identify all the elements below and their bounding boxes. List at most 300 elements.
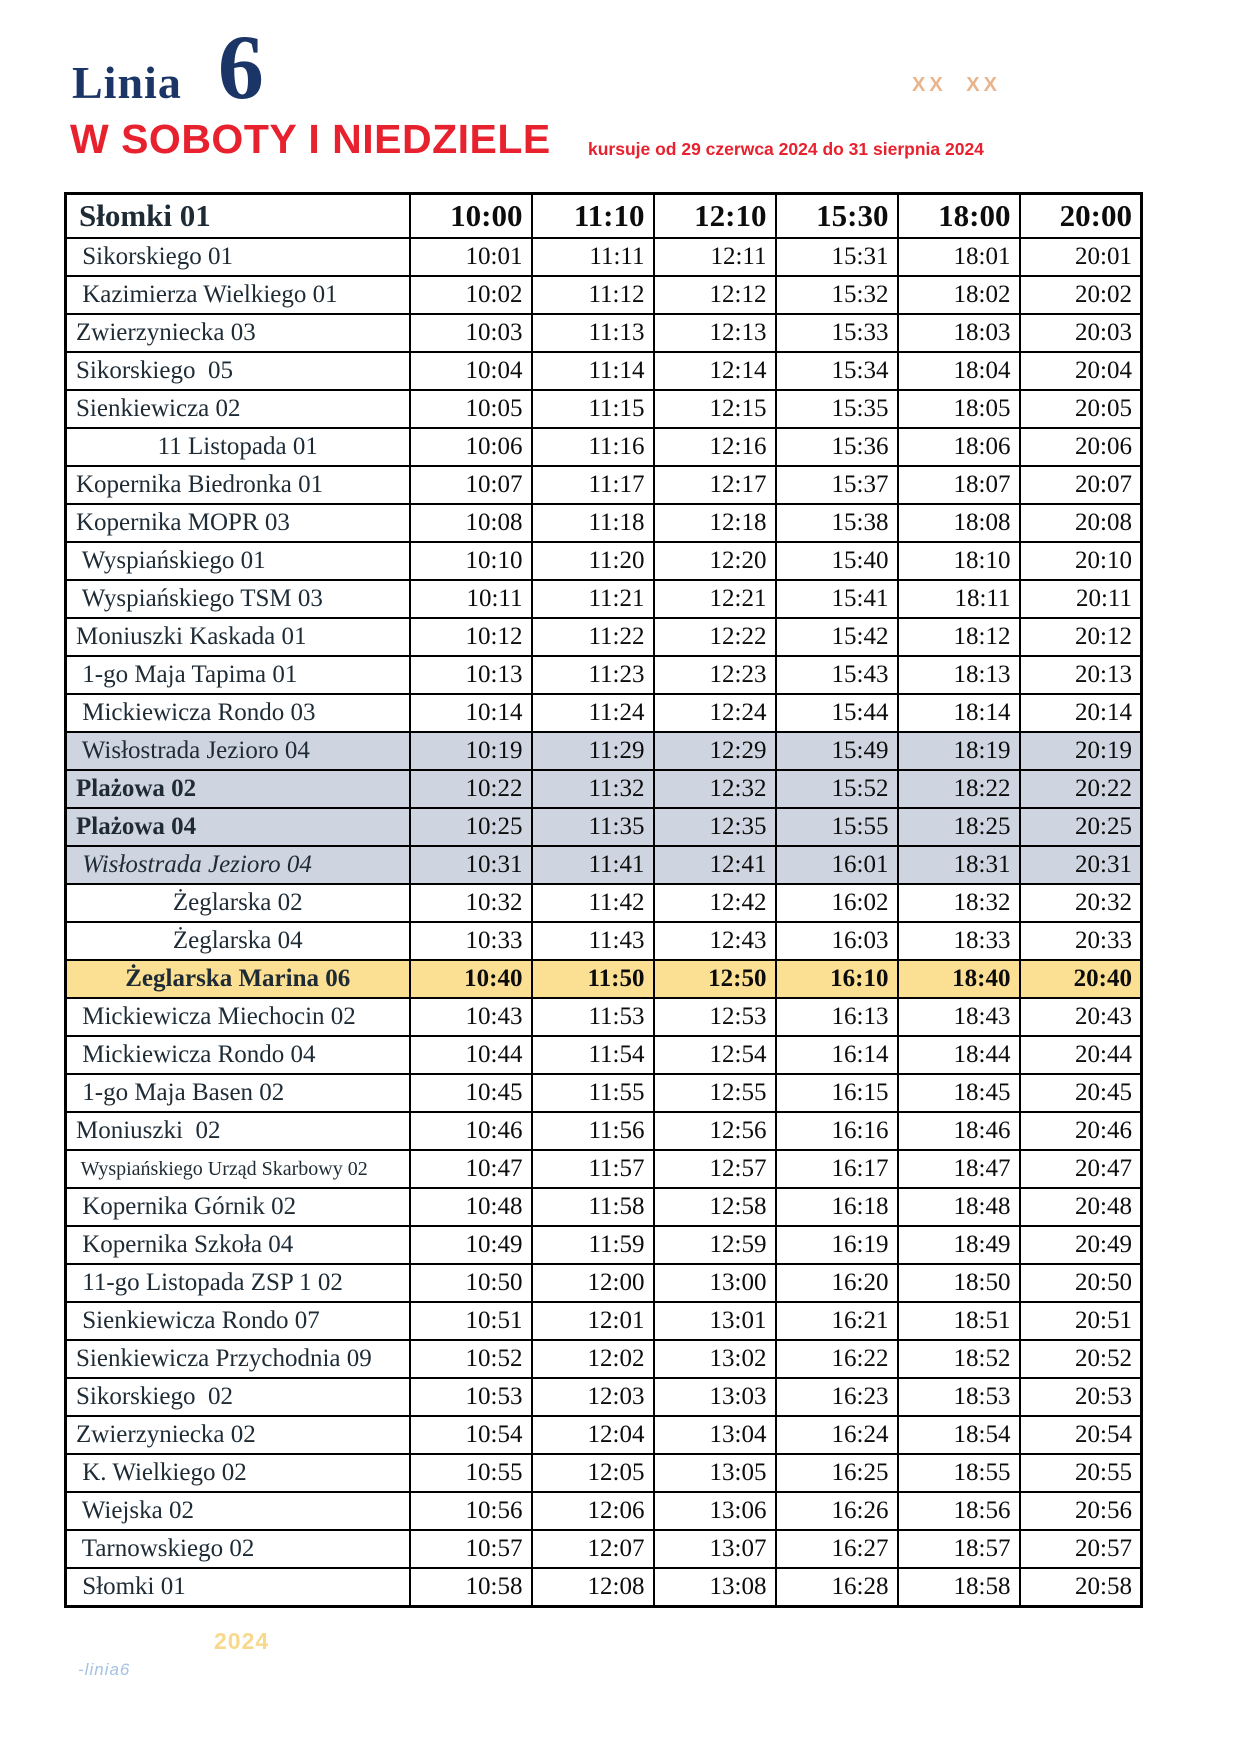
time-cell: 18:02 xyxy=(898,276,1020,314)
time-cell: 12:58 xyxy=(654,1188,776,1226)
timetable-wrapper xyxy=(64,192,1143,1608)
time-cell: 18:46 xyxy=(898,1112,1020,1150)
time-cell: 13:01 xyxy=(654,1302,776,1340)
stop-name-cell: Tarnowskiego 02 xyxy=(66,1530,410,1568)
table-row xyxy=(66,1150,1142,1188)
time-cell: 15:52 xyxy=(776,770,898,808)
table-row xyxy=(66,1112,1142,1150)
time-cell: 11:14 xyxy=(532,352,654,390)
time-cell: 20:47 xyxy=(1020,1150,1142,1188)
stop-name-cell: Moniuszki Kaskada 01 xyxy=(66,618,410,656)
time-cell: 18:51 xyxy=(898,1302,1020,1340)
time-cell: 12:14 xyxy=(654,352,776,390)
table-row xyxy=(66,314,1142,352)
time-cell: 12:57 xyxy=(654,1150,776,1188)
time-cell: 13:06 xyxy=(654,1492,776,1530)
time-cell: 20:54 xyxy=(1020,1416,1142,1454)
header-time-cell: 15:30 xyxy=(776,194,898,239)
time-cell: 10:12 xyxy=(410,618,532,656)
time-cell: 12:17 xyxy=(654,466,776,504)
table-row xyxy=(66,656,1142,694)
time-cell: 11:32 xyxy=(532,770,654,808)
table-row xyxy=(66,846,1142,884)
time-cell: 10:50 xyxy=(410,1264,532,1302)
time-cell: 12:50 xyxy=(654,960,776,998)
header-time-cell: 10:00 xyxy=(410,194,532,239)
time-cell: 11:16 xyxy=(532,428,654,466)
time-cell: 13:07 xyxy=(654,1530,776,1568)
time-cell: 11:58 xyxy=(532,1188,654,1226)
stop-name-cell: Wyspiańskiego TSM 03 xyxy=(66,580,410,618)
stop-name-cell: Słomki 01 xyxy=(66,1568,410,1607)
time-cell: 20:31 xyxy=(1020,846,1142,884)
time-cell: 18:10 xyxy=(898,542,1020,580)
time-cell: 10:32 xyxy=(410,884,532,922)
table-row xyxy=(66,1036,1142,1074)
time-cell: 15:38 xyxy=(776,504,898,542)
time-cell: 10:55 xyxy=(410,1454,532,1492)
time-cell: 11:24 xyxy=(532,694,654,732)
time-cell: 15:49 xyxy=(776,732,898,770)
time-cell: 18:11 xyxy=(898,580,1020,618)
time-cell: 13:08 xyxy=(654,1568,776,1607)
time-cell: 20:43 xyxy=(1020,998,1142,1036)
time-cell: 18:19 xyxy=(898,732,1020,770)
time-cell: 12:18 xyxy=(654,504,776,542)
table-row xyxy=(66,1226,1142,1264)
time-cell: 18:58 xyxy=(898,1568,1020,1607)
table-row xyxy=(66,542,1142,580)
timetable-body xyxy=(66,238,1142,1607)
time-cell: 16:02 xyxy=(776,884,898,922)
time-cell: 20:51 xyxy=(1020,1302,1142,1340)
time-cell: 20:55 xyxy=(1020,1454,1142,1492)
time-cell: 13:00 xyxy=(654,1264,776,1302)
time-cell: 18:53 xyxy=(898,1378,1020,1416)
time-cell: 16:24 xyxy=(776,1416,898,1454)
time-cell: 10:01 xyxy=(410,238,532,276)
time-cell: 12:20 xyxy=(654,542,776,580)
time-cell: 18:03 xyxy=(898,314,1020,352)
table-row xyxy=(66,1454,1142,1492)
time-cell: 12:54 xyxy=(654,1036,776,1074)
time-cell: 20:10 xyxy=(1020,542,1142,580)
time-cell: 20:12 xyxy=(1020,618,1142,656)
time-cell: 20:56 xyxy=(1020,1492,1142,1530)
time-cell: 20:04 xyxy=(1020,352,1142,390)
time-cell: 20:57 xyxy=(1020,1530,1142,1568)
time-cell: 18:44 xyxy=(898,1036,1020,1074)
table-row xyxy=(66,960,1142,998)
table-row xyxy=(66,770,1142,808)
time-cell: 12:06 xyxy=(532,1492,654,1530)
line-number: 6 xyxy=(217,16,264,118)
time-cell: 15:35 xyxy=(776,390,898,428)
line-brand xyxy=(72,14,264,120)
time-cell: 12:35 xyxy=(654,808,776,846)
time-cell: 20:52 xyxy=(1020,1340,1142,1378)
time-cell: 12:11 xyxy=(654,238,776,276)
time-cell: 16:21 xyxy=(776,1302,898,1340)
table-row xyxy=(66,1302,1142,1340)
time-cell: 16:15 xyxy=(776,1074,898,1112)
stop-name-cell: Sikorskiego 05 xyxy=(66,352,410,390)
table-row xyxy=(66,1568,1142,1607)
time-cell: 18:25 xyxy=(898,808,1020,846)
stop-name-cell: Sikorskiego 02 xyxy=(66,1378,410,1416)
line-label: Linia xyxy=(72,57,182,108)
time-cell: 11:41 xyxy=(532,846,654,884)
time-cell: 12:13 xyxy=(654,314,776,352)
time-cell: 12:16 xyxy=(654,428,776,466)
time-cell: 20:44 xyxy=(1020,1036,1142,1074)
table-row xyxy=(66,1188,1142,1226)
time-cell: 18:14 xyxy=(898,694,1020,732)
stop-name-cell: K. Wielkiego 02 xyxy=(66,1454,410,1492)
footer-doc-label: -linia6 xyxy=(78,1660,131,1679)
time-cell: 11:29 xyxy=(532,732,654,770)
time-cell: 20:06 xyxy=(1020,428,1142,466)
time-cell: 11:57 xyxy=(532,1150,654,1188)
header-time-cell: 18:00 xyxy=(898,194,1020,239)
time-cell: 10:54 xyxy=(410,1416,532,1454)
time-cell: 10:40 xyxy=(410,960,532,998)
time-cell: 15:37 xyxy=(776,466,898,504)
time-cell: 12:02 xyxy=(532,1340,654,1378)
time-cell: 18:45 xyxy=(898,1074,1020,1112)
time-cell: 10:05 xyxy=(410,390,532,428)
table-row xyxy=(66,352,1142,390)
time-cell: 12:01 xyxy=(532,1302,654,1340)
time-cell: 10:49 xyxy=(410,1226,532,1264)
table-row xyxy=(66,732,1142,770)
time-cell: 20:08 xyxy=(1020,504,1142,542)
time-cell: 20:03 xyxy=(1020,314,1142,352)
time-cell: 16:22 xyxy=(776,1340,898,1378)
time-cell: 10:22 xyxy=(410,770,532,808)
time-cell: 16:03 xyxy=(776,922,898,960)
time-cell: 11:59 xyxy=(532,1226,654,1264)
time-cell: 16:01 xyxy=(776,846,898,884)
time-cell: 12:23 xyxy=(654,656,776,694)
table-row xyxy=(66,922,1142,960)
time-cell: 16:28 xyxy=(776,1568,898,1607)
time-cell: 12:05 xyxy=(532,1454,654,1492)
time-cell: 11:17 xyxy=(532,466,654,504)
time-cell: 20:40 xyxy=(1020,960,1142,998)
time-cell: 11:18 xyxy=(532,504,654,542)
time-cell: 18:12 xyxy=(898,618,1020,656)
time-cell: 20:33 xyxy=(1020,922,1142,960)
time-cell: 10:47 xyxy=(410,1150,532,1188)
validity-note: kursuje od 29 czerwca 2024 do 31 sierpnia 2024 xyxy=(588,139,984,159)
time-cell: 15:33 xyxy=(776,314,898,352)
table-row xyxy=(66,276,1142,314)
time-cell: 11:15 xyxy=(532,390,654,428)
time-cell: 20:22 xyxy=(1020,770,1142,808)
table-row xyxy=(66,618,1142,656)
time-cell: 12:29 xyxy=(654,732,776,770)
time-cell: 12:59 xyxy=(654,1226,776,1264)
time-cell: 20:46 xyxy=(1020,1112,1142,1150)
time-cell: 16:20 xyxy=(776,1264,898,1302)
time-cell: 12:41 xyxy=(654,846,776,884)
time-cell: 11:23 xyxy=(532,656,654,694)
stop-name-cell: 1-go Maja Basen 02 xyxy=(66,1074,410,1112)
stop-name-cell: Żeglarska 02 xyxy=(66,884,410,922)
time-cell: 11:56 xyxy=(532,1112,654,1150)
time-cell: 18:22 xyxy=(898,770,1020,808)
table-row xyxy=(66,808,1142,846)
time-cell: 11:11 xyxy=(532,238,654,276)
time-cell: 10:10 xyxy=(410,542,532,580)
stop-name-cell: Sienkiewicza Przychodnia 09 xyxy=(66,1340,410,1378)
table-row xyxy=(66,694,1142,732)
time-cell: 20:50 xyxy=(1020,1264,1142,1302)
time-cell: 12:12 xyxy=(654,276,776,314)
time-cell: 10:19 xyxy=(410,732,532,770)
time-cell: 15:36 xyxy=(776,428,898,466)
time-cell: 15:40 xyxy=(776,542,898,580)
time-cell: 18:40 xyxy=(898,960,1020,998)
time-cell: 11:42 xyxy=(532,884,654,922)
time-cell: 20:02 xyxy=(1020,276,1142,314)
time-cell: 18:33 xyxy=(898,922,1020,960)
time-cell: 10:31 xyxy=(410,846,532,884)
time-cell: 10:02 xyxy=(410,276,532,314)
table-row xyxy=(66,580,1142,618)
time-cell: 15:41 xyxy=(776,580,898,618)
time-cell: 11:54 xyxy=(532,1036,654,1074)
time-cell: 20:32 xyxy=(1020,884,1142,922)
time-cell: 20:13 xyxy=(1020,656,1142,694)
time-cell: 20:25 xyxy=(1020,808,1142,846)
time-cell: 20:49 xyxy=(1020,1226,1142,1264)
time-cell: 15:31 xyxy=(776,238,898,276)
time-cell: 13:03 xyxy=(654,1378,776,1416)
table-row xyxy=(66,1492,1142,1530)
time-cell: 11:53 xyxy=(532,998,654,1036)
time-cell: 10:48 xyxy=(410,1188,532,1226)
table-row xyxy=(66,884,1142,922)
stop-name-cell: Kopernika Szkoła 04 xyxy=(66,1226,410,1264)
time-cell: 18:07 xyxy=(898,466,1020,504)
stop-name-cell: Plażowa 02 xyxy=(66,770,410,808)
time-cell: 10:56 xyxy=(410,1492,532,1530)
time-cell: 16:27 xyxy=(776,1530,898,1568)
time-cell: 10:51 xyxy=(410,1302,532,1340)
time-cell: 15:42 xyxy=(776,618,898,656)
stop-name-cell: Żeglarska Marina 06 xyxy=(66,960,410,998)
time-cell: 10:11 xyxy=(410,580,532,618)
time-cell: 18:52 xyxy=(898,1340,1020,1378)
time-cell: 12:42 xyxy=(654,884,776,922)
stop-name-cell: 11 Listopada 01 xyxy=(66,428,410,466)
table-row xyxy=(66,428,1142,466)
time-cell: 18:49 xyxy=(898,1226,1020,1264)
time-cell: 16:10 xyxy=(776,960,898,998)
stop-name-cell: Wyspiańskiego Urząd Skarbowy 02 xyxy=(66,1150,410,1188)
time-cell: 12:07 xyxy=(532,1530,654,1568)
time-cell: 11:13 xyxy=(532,314,654,352)
stop-name-cell: Mickiewicza Rondo 03 xyxy=(66,694,410,732)
time-cell: 11:55 xyxy=(532,1074,654,1112)
time-cell: 12:21 xyxy=(654,580,776,618)
time-cell: 16:23 xyxy=(776,1378,898,1416)
time-cell: 20:19 xyxy=(1020,732,1142,770)
time-cell: 12:32 xyxy=(654,770,776,808)
time-cell: 11:35 xyxy=(532,808,654,846)
stop-name-cell: Sienkiewicza 02 xyxy=(66,390,410,428)
time-cell: 16:18 xyxy=(776,1188,898,1226)
table-row xyxy=(66,998,1142,1036)
time-cell: 12:08 xyxy=(532,1568,654,1607)
stop-name-cell: 11-go Listopada ZSP 1 02 xyxy=(66,1264,410,1302)
time-cell: 13:04 xyxy=(654,1416,776,1454)
time-cell: 12:55 xyxy=(654,1074,776,1112)
timetable xyxy=(64,192,1143,1608)
time-cell: 11:43 xyxy=(532,922,654,960)
time-cell: 18:08 xyxy=(898,504,1020,542)
time-cell: 11:22 xyxy=(532,618,654,656)
time-cell: 10:46 xyxy=(410,1112,532,1150)
time-cell: 11:50 xyxy=(532,960,654,998)
time-cell: 16:26 xyxy=(776,1492,898,1530)
header-time-cell: 12:10 xyxy=(654,194,776,239)
time-cell: 12:22 xyxy=(654,618,776,656)
corner-mark: XX XX xyxy=(912,74,1001,96)
time-cell: 10:13 xyxy=(410,656,532,694)
time-cell: 18:05 xyxy=(898,390,1020,428)
time-cell: 20:05 xyxy=(1020,390,1142,428)
time-cell: 16:13 xyxy=(776,998,898,1036)
time-cell: 20:01 xyxy=(1020,238,1142,276)
time-cell: 10:52 xyxy=(410,1340,532,1378)
time-cell: 10:58 xyxy=(410,1568,532,1607)
time-cell: 20:45 xyxy=(1020,1074,1142,1112)
time-cell: 10:07 xyxy=(410,466,532,504)
time-cell: 10:08 xyxy=(410,504,532,542)
time-cell: 13:05 xyxy=(654,1454,776,1492)
stop-name-cell: Kopernika Biedronka 01 xyxy=(66,466,410,504)
time-cell: 18:55 xyxy=(898,1454,1020,1492)
time-cell: 13:02 xyxy=(654,1340,776,1378)
time-cell: 12:15 xyxy=(654,390,776,428)
time-cell: 12:53 xyxy=(654,998,776,1036)
table-row xyxy=(66,466,1142,504)
time-cell: 10:53 xyxy=(410,1378,532,1416)
stop-name-cell: Zwierzyniecka 02 xyxy=(66,1416,410,1454)
stop-name-cell: Wisłostrada Jezioro 04 xyxy=(66,846,410,884)
footer-year: 2024 xyxy=(214,1628,270,1654)
stop-name-cell: Mickiewicza Rondo 04 xyxy=(66,1036,410,1074)
stop-name-cell: 1-go Maja Tapima 01 xyxy=(66,656,410,694)
stop-name-cell: Żeglarska 04 xyxy=(66,922,410,960)
time-cell: 18:56 xyxy=(898,1492,1020,1530)
stop-name-cell: Kazimierza Wielkiego 01 xyxy=(66,276,410,314)
stop-name-cell: Kopernika Górnik 02 xyxy=(66,1188,410,1226)
service-days-title: W SOBOTY I NIEDZIELE xyxy=(70,116,551,162)
stop-name-cell: Wisłostrada Jezioro 04 xyxy=(66,732,410,770)
table-row xyxy=(66,238,1142,276)
stop-name-cell: Sikorskiego 01 xyxy=(66,238,410,276)
time-cell: 10:43 xyxy=(410,998,532,1036)
table-row xyxy=(66,390,1142,428)
stop-name-cell: Zwierzyniecka 03 xyxy=(66,314,410,352)
stop-name-cell: Wyspiańskiego 01 xyxy=(66,542,410,580)
time-cell: 16:16 xyxy=(776,1112,898,1150)
stop-name-cell: Sienkiewicza Rondo 07 xyxy=(66,1302,410,1340)
time-cell: 18:32 xyxy=(898,884,1020,922)
time-cell: 20:58 xyxy=(1020,1568,1142,1607)
time-cell: 10:14 xyxy=(410,694,532,732)
time-cell: 12:56 xyxy=(654,1112,776,1150)
stop-name-cell: Plażowa 04 xyxy=(66,808,410,846)
table-row xyxy=(66,1530,1142,1568)
stop-name-cell: Mickiewicza Miechocin 02 xyxy=(66,998,410,1036)
table-row xyxy=(66,1378,1142,1416)
header-time-cell: 11:10 xyxy=(532,194,654,239)
time-cell: 16:14 xyxy=(776,1036,898,1074)
time-cell: 12:24 xyxy=(654,694,776,732)
time-cell: 18:01 xyxy=(898,238,1020,276)
time-cell: 10:45 xyxy=(410,1074,532,1112)
stop-name-cell: Kopernika MOPR 03 xyxy=(66,504,410,542)
time-cell: 18:06 xyxy=(898,428,1020,466)
time-cell: 18:43 xyxy=(898,998,1020,1036)
time-cell: 10:25 xyxy=(410,808,532,846)
time-cell: 16:17 xyxy=(776,1150,898,1188)
time-cell: 11:20 xyxy=(532,542,654,580)
time-cell: 15:55 xyxy=(776,808,898,846)
time-cell: 12:03 xyxy=(532,1378,654,1416)
time-cell: 18:48 xyxy=(898,1188,1020,1226)
table-row xyxy=(66,1264,1142,1302)
time-cell: 10:04 xyxy=(410,352,532,390)
table-row xyxy=(66,1416,1142,1454)
stop-name-cell: Wiejska 02 xyxy=(66,1492,410,1530)
time-cell: 16:25 xyxy=(776,1454,898,1492)
table-row xyxy=(66,1074,1142,1112)
time-cell: 10:33 xyxy=(410,922,532,960)
time-cell: 12:04 xyxy=(532,1416,654,1454)
time-cell: 15:34 xyxy=(776,352,898,390)
time-cell: 10:57 xyxy=(410,1530,532,1568)
time-cell: 16:19 xyxy=(776,1226,898,1264)
time-cell: 10:06 xyxy=(410,428,532,466)
time-cell: 20:53 xyxy=(1020,1378,1142,1416)
time-cell: 11:12 xyxy=(532,276,654,314)
time-cell: 20:07 xyxy=(1020,466,1142,504)
time-cell: 18:47 xyxy=(898,1150,1020,1188)
time-cell: 18:31 xyxy=(898,846,1020,884)
time-cell: 18:04 xyxy=(898,352,1020,390)
table-row xyxy=(66,1340,1142,1378)
stop-name-cell: Moniuszki 02 xyxy=(66,1112,410,1150)
time-cell: 20:14 xyxy=(1020,694,1142,732)
time-cell: 15:44 xyxy=(776,694,898,732)
time-cell: 10:03 xyxy=(410,314,532,352)
time-cell: 10:44 xyxy=(410,1036,532,1074)
time-cell: 11:21 xyxy=(532,580,654,618)
time-cell: 18:13 xyxy=(898,656,1020,694)
time-cell: 20:11 xyxy=(1020,580,1142,618)
table-header-row xyxy=(66,194,1142,239)
time-cell: 12:00 xyxy=(532,1264,654,1302)
header-time-cell: 20:00 xyxy=(1020,194,1142,239)
table-row xyxy=(66,504,1142,542)
time-cell: 18:57 xyxy=(898,1530,1020,1568)
